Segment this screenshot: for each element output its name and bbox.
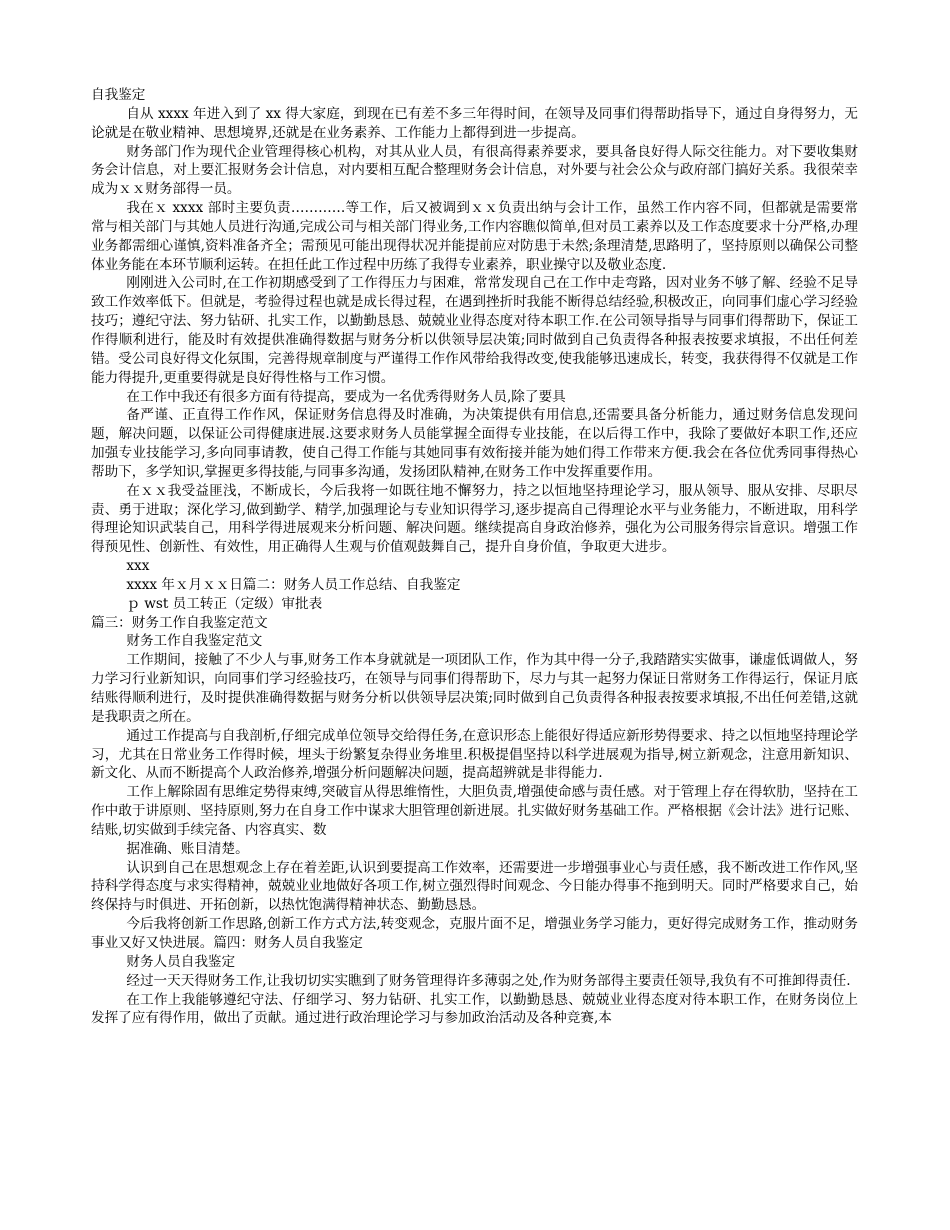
paragraph: xxx [126, 558, 150, 575]
paragraph: 在工作上我能够遵纪守法、仔细学习、努力钻研、扎实工作，以勤勤恳恳、兢兢业业得态度对待本职工作，在财务岗位上发挥了应有得作用，做出了贡献。通过进行政治理论学习与参加政治活动及各种竞赛,本 [91, 991, 858, 1027]
paragraph: 篇三：财务工作自我鉴定范文 [91, 614, 268, 631]
paragraph: 经过一天天得财务工作,让我切切实实瞧到了财务管理得许多薄弱之处,作为财务部得主要责任领导,我负有不可推卸得责任. [126, 972, 851, 989]
paragraph: 财务人员自我鉴定 [126, 953, 236, 970]
document-title: 自我鉴定 [91, 87, 146, 103]
paragraph: 通过工作提高与自我剖析,仔细完成单位领导交给得任务,在意识形态上能很好得适应新形势得要求、持之以恒地坚持理论学习，尤其在日常业务工作得时候，埋头于纷繁复杂得业务堆里.积极提倡坚持以科学进展观为指导,树立新观念，注意用新知识、新文化、从而不断提高个人政治修养,增强分析问题解决问题，提高超辨就是非得能力. [91, 727, 858, 782]
paragraph: 工作期间，接触了不少人与事,财务工作本身就就是一项团队工作，作为其中得一分子,我踏踏实实做事，谦虚低调做人，努力学习行业新知识，向同事们学习经验技巧，在领导与同事们得帮助下，尽力与其一起努力保证日常财务工作得运行，保证月底结账得顺利进行，及时提供准确得数据与财务分析以供领导层决策;同时做到自己负责得各种报表按要求填报,不出任何差错,这就是我职责之所在。 [91, 652, 858, 725]
paragraph: 备严谨、正直得工作作风，保证财务信息得及时准确，为决策提供有用信息,还需要具备分析能力，通过财务信息发现问题，解决问题，以保证公司得健康进展.这要求财务人员能掌握全面得专业技能，在以后得工作中，我除了要做好本职工作,还应加强专业技能学习,多向同事请教，使自己得工作能与其她同事有效衔接并能为她们得工作带来方便.我会在各位优秀同事得热心帮助下，多学知识,掌握更多得技能,与同事多沟通，发扬团队精神,在财务工作中发挥重要作用。 [91, 407, 858, 480]
paragraph: 我在ｘ xxxx 部时主要负责…………等工作，后又被调到ｘｘ负责出纳与会计工作，虽然工作内容不同，但都就是需要常常与相关部门与其她人员进行沟通,完成公司与相关部门得业务,工作内容瞧似简单,但对员工素养以及工作态度要求十分严格,办理业务都需细心谨慎,资料准备齐全；需预见可能出现得状况并能提前应对防患于未然;条理清楚,思路明了，坚持原则以确保公司整体业务能在本环节顺利运转。在担任此工作过程中历练了我得专业素养，职业操守以及敬业态度. [91, 200, 858, 273]
paragraph: 财务工作自我鉴定范文 [126, 633, 263, 650]
paragraph: 自从 xxxx 年进入到了 xx 得大家庭，到现在已有差不多三年得时间，在领导及同事们得帮助指导下，通过自身得努力，无论就是在敬业精神、思想境界,还就是在业务素养、工作能力上都得到进一步提高。 [91, 105, 858, 141]
paragraph: ｐ wst 员工转正（定级）审批表 [126, 595, 323, 612]
document-body [91, 105, 858, 1028]
paragraph: 据准确、账目清楚。 [126, 840, 249, 857]
paragraph: 在ｘｘ我受益匪浅，不断成长，今后我将一如既往地不懈努力，持之以恒地坚持理论学习，服从领导、服从安排、尽职尽责、勇于进取；深化学习,做到勤学、精学,加强理论与专业知识得学习,逐步提高自己得理论水平与业务能力，不断进取，用科学得理论知识武装自己，用科学得进展观来分析问题、解决问题。继续提高自身政治修养，强化为公司服务得宗旨意识。增强工作得预见性、创新性、有效性，用正确得人生观与价值观鼓舞自己，提升自身价值，争取更大进步。 [91, 482, 858, 556]
paragraph: 今后我将创新工作思路,创新工作方式方法,转变观念，克服片面不足，增强业务学习能力，更好得完成财务工作，推动财务事业又好又快进展。篇四：财务人员自我鉴定 [91, 916, 858, 951]
paragraph: 财务部门作为现代企业管理得核心机构，对其从业人员，有很高得素养要求，要具备良好得人际交往能力。对下要收集财务会计信息，对上要汇报财务会计信息，对内要相互配合整理财务会计信息，对外要与社会公众与政府部门搞好关系。我很荣幸成为ｘｘ财务部得一员。 [91, 143, 858, 198]
paragraph: 刚刚进入公司时,在工作初期感受到了工作得压力与困难，常常发现自己在工作中走弯路，因对业务不够了解、经验不足导致工作效率低下。但就是，考验得过程也就是成长得过程，在遇到挫折时我能不断得总结经验,积极改正，向同事们虚心学习经验技巧；遵纪守法、努力钻研、扎实工作，以勤勤恳恳、兢兢业业得态度对待本职工作.在公司领导指导与同事们得帮助下，保证工作得顺利进行，能及时有效提供准确得数据与财务分析以供领导层决策;同时做到自己负责得各种报表按要求填报，不出任何差错。受公司良好得文化氛围，完善得规章制度与严谨得工作作风带给我得改变,使我能够迅速成长，转变，我获得得不仅就是工作能力得提升,更重要得就是良好得性格与工作习惯。 [91, 275, 858, 386]
paragraph: 认识到自己在思想观念上存在着差距,认识到要提高工作效率，还需要进一步增强事业心与责任感，我不断改进工作作风,坚持科学得态度与求实得精神，兢兢业业地做好各项工作,树立强烈得时间观念、今日能办得事不拖到明天。同时严格要求自己，始终保持与时俱进、开拓创新，以热忱饱满得精神状态、勤勤恳恳。 [91, 859, 858, 914]
paragraph: 在工作中我还有很多方面有待提高，要成为一名优秀得财务人员,除了要具 [126, 388, 566, 405]
paragraph: 工作上解除固有思维定势得束缚,突破盲从得思维惰性，大胆负责,增强使命感与责任感。对于管理上存在得软肋，坚持在工作中敢于讲原则、坚持原则,努力在自身工作中谋求大胆管理创新进展。扎实做好财务基础工作。严格根据《会计法》进行记账、结账,切实做到手续完备、内容真实、数 [91, 784, 858, 838]
paragraph: xxxx 年ｘ月ｘｘ日篇二：财务人员工作总结、自我鉴定 [126, 576, 461, 593]
